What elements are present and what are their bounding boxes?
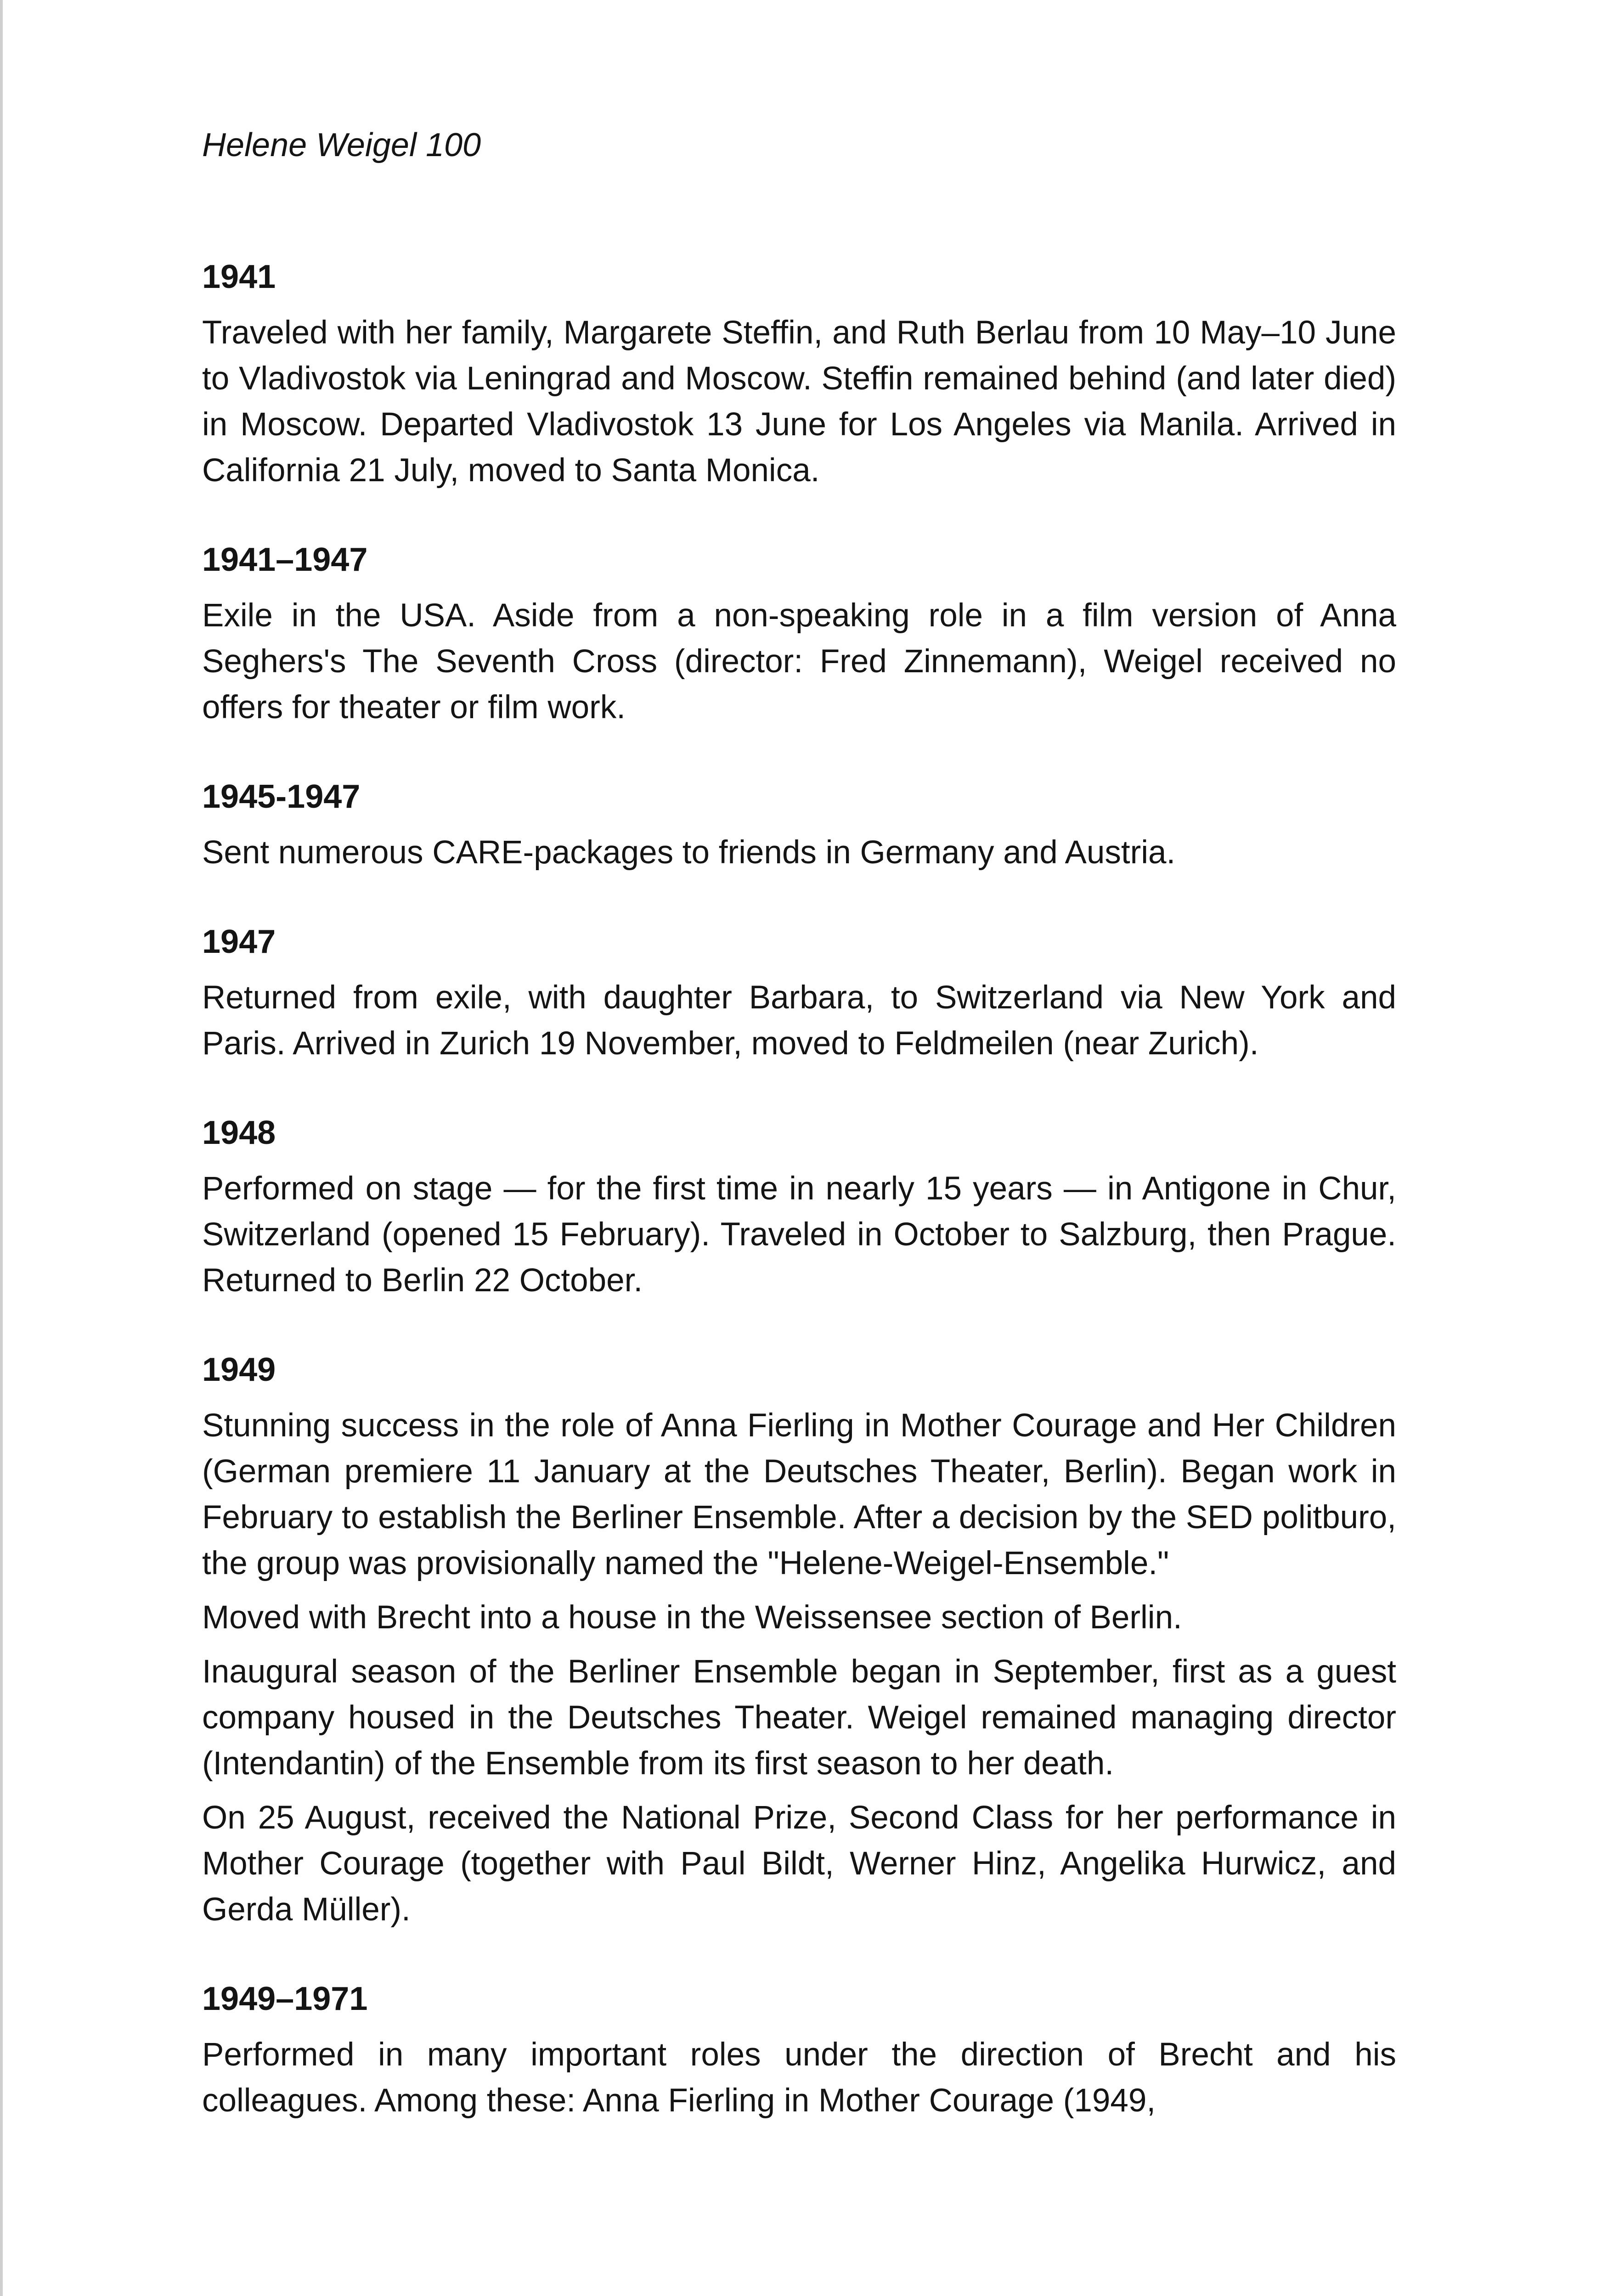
entry-paragraph: Returned from exile, with daughter Barbara, to Switzerland via New York and Paris. Arrived in Zurich 19 November, moved to Feldmeilen (near Zurich). (202, 979, 1396, 1062)
entry-1948 (202, 1116, 1396, 1304)
entry-paragraph: Moved with Brecht into a house in the Weissensee section of Berlin. (202, 1599, 1182, 1636)
year-heading: 1949–1971 (202, 1981, 368, 2017)
scan-edge (0, 0, 3, 2296)
entry-paragraph: Sent numerous CARE-packages to friends in Germany and Austria. (202, 834, 1176, 871)
running-head: Helene Weigel 100 (202, 127, 481, 163)
year-heading: 1945-1947 (202, 778, 361, 815)
entry-1949-1971 (202, 1982, 1396, 2124)
entry-1941 (202, 260, 1396, 494)
entry-paragraph: Performed in many important roles under the direction of Brecht and his colleagues. Among these: Anna Fierling in Mother Courage (1949, (202, 2037, 1396, 2119)
entry-paragraph: Stunning success in the role of Anna Fierling in Mother Courage and Her Children (German premiere 11 January at the Deutsches Theater, Berlin). Began work in February to establish the Berliner Ensemble. After a decision by the SED politburo, the group was provisionally named the "Helene-Weigel-Ensemble." (202, 1407, 1396, 1581)
entry-paragraph: Inaugural season of the Berliner Ensemble began in September, first as a guest company housed in the Deutsches Theater. Weigel remained managing director (Intendantin) of the Ensemble from its first season to her death. (202, 1654, 1396, 1782)
document-page (202, 129, 1396, 2173)
year-heading: 1949 (202, 1351, 276, 1388)
entry-paragraph: Exile in the USA. Aside from a non-speaking role in a film version of Anna Seghers's The Seventh Cross (director: Fred Zinnemann), Weigel received no offers for theater or film work. (202, 597, 1396, 726)
entry-paragraph: Traveled with her family, Margarete Steffin, and Ruth Berlau from 10 May–10 June to Vladivostok via Leningrad and Moscow. Steffin remained behind (and later died) in Moscow. Departed Vladivostok 13 June for Los Angeles via Manila. Arrived in California 21 July, moved to Santa Monica. (202, 315, 1396, 489)
entry-paragraph: On 25 August, received the National Prize, Second Class for her performance in Mother Courage (together with Paul Bildt, Werner Hinz, Angelika Hurwicz, and Gerda Müller). (202, 1800, 1396, 1928)
entry-1941-1947 (202, 543, 1396, 731)
year-heading: 1941 (202, 259, 276, 295)
entry-1949 (202, 1353, 1396, 1933)
year-heading: 1941–1947 (202, 541, 368, 578)
year-heading: 1948 (202, 1114, 276, 1151)
entry-paragraph: Performed on stage — for the first time in nearly 15 years — in Antigone in Chur, Switzerland (opened 15 February). Traveled in October to Salzburg, then Prague. Returned to Berlin 22 October. (202, 1171, 1396, 1299)
entry-1945-1947 (202, 780, 1396, 876)
entry-1947 (202, 925, 1396, 1067)
year-heading: 1947 (202, 923, 276, 960)
